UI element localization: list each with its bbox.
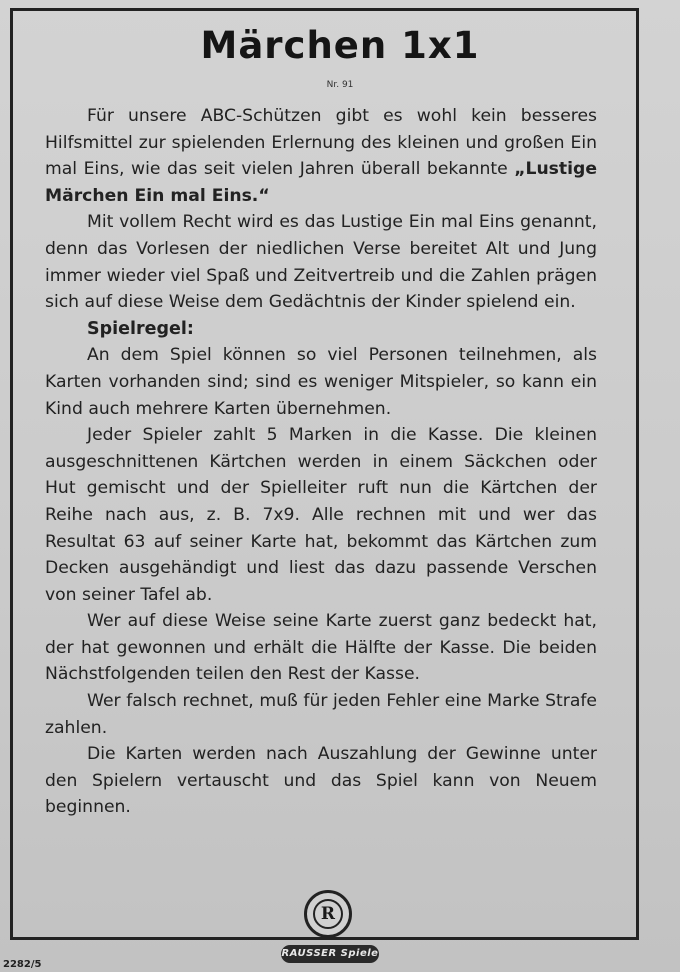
publisher-logo-icon <box>304 890 352 938</box>
page-title: Märchen 1x1 <box>200 24 480 67</box>
rules-paragraph-3: Wer auf diese Weise seine Karte zuerst ganz bedeckt hat, der hat gewonnen und erhält die Hälfte der Kasse. Die beiden Nächstfolgenden teilen den Rest der Kasse. <box>45 611 597 685</box>
logo-letter: R <box>313 899 343 929</box>
rules-heading: Spielregel: <box>87 318 194 339</box>
rules-paragraph-4: Wer falsch rechnet, muß für jeden Fehler eine Marke Strafe zahlen. <box>45 691 597 738</box>
intro-paragraph-1 <box>45 103 597 209</box>
intro-text: Für unsere ABC-Schützen gibt es wohl kein besseres Hilfsmittel zur spielenden Erlernung des kleinen und großen Ein mal Eins, wie das seit vielen Jahren überall bekannte <box>45 106 597 180</box>
rules-paragraph-1: An dem Spiel können so viel Personen teilnehmen, als Karten vorhanden sind; sind es weniger Mitspieler, so kann ein Kind auch mehrere Karten übernehmen. <box>45 345 597 419</box>
intro-paragraph-2: Mit vollem Recht wird es das Lustige Ein mal Eins genannt, denn das Vorlesen der niedlichen Verse bereitet Alt und Jung immer wieder viel Spaß und Zeitvertreib und die Zahlen prägen sich auf diese Weise dem Gedächtnis der Kinder spielend ein. <box>45 212 597 313</box>
intro-product-name: „Lustige Märchen Ein mal Eins.“ <box>45 159 597 206</box>
item-number: Nr. 91 <box>326 80 354 90</box>
rules-paragraph-5: Die Karten werden nach Auszahlung der Gewinne unter den Spielern vertauscht und das Spiel kann von Neuem beginnen. <box>45 744 597 818</box>
publisher-brand-badge: RAUSSER Spiele <box>281 945 379 963</box>
rules-paragraph-2: Jeder Spieler zahlt 5 Marken in die Kasse. Die kleinen ausgeschnittenen Kärtchen werden in einem Säckchen oder Hut gemischt und der Spielleiter ruft nun die Kärtchen der Reihe nach aus, z. B. 7x9. Alle rechnen mit und wer das Resultat 63 auf seiner Karte hat, bekommt das Kärtchen zum Decken ausgehändigt und liest das dazu passende Verschen von seiner Tafel ab. <box>45 425 597 605</box>
catalog-code: 2282/5 <box>3 959 42 970</box>
body-text <box>45 103 597 821</box>
